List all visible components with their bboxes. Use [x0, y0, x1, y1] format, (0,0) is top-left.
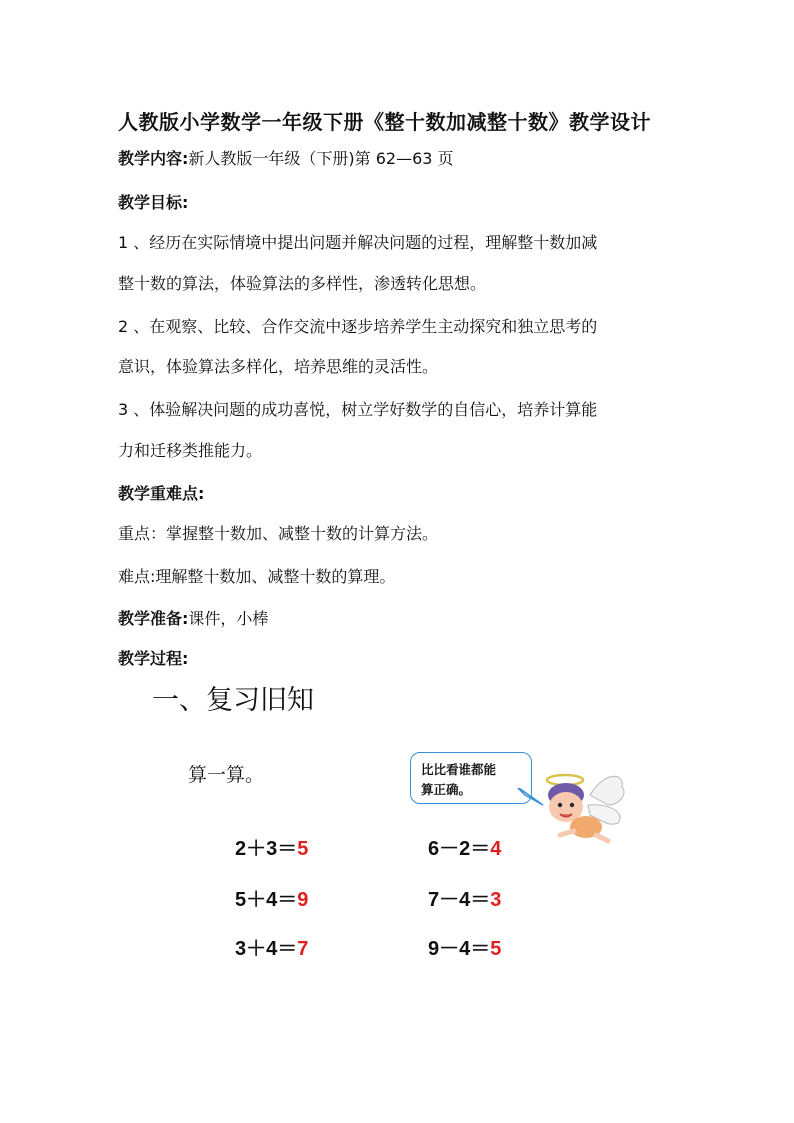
equation-right-2 — [428, 883, 501, 912]
equation-right-3 — [428, 932, 501, 961]
equation-expression: 7－4＝ — [428, 889, 491, 911]
equation-left-2 — [235, 883, 308, 912]
equation-answer: 7 — [297, 938, 309, 960]
teaching-content-label: 教学内容: — [118, 149, 189, 168]
teaching-prep-label: 教学准备: — [118, 609, 189, 628]
equation-answer: 5 — [490, 938, 502, 960]
speech-bubble — [410, 752, 532, 804]
document-title: 人教版小学数学一年级下册《整十数加减整十数》教学设计 — [118, 110, 651, 134]
equation-expression: 3＋4＝ — [235, 938, 298, 960]
equation-left-1 — [235, 832, 308, 861]
equation-expression: 9－4＝ — [428, 938, 491, 960]
teaching-prep-value: 课件，小棒 — [188, 609, 269, 628]
goal-2-line-1: 2 、在观察、比较、合作交流中逐步培养学生主动探究和独立思考的 — [118, 317, 598, 336]
equation-left-3 — [235, 932, 308, 961]
equation-right-1 — [428, 832, 501, 861]
keypoint-text: 重点：掌握整十数加、减整十数的计算方法。 — [118, 524, 439, 543]
goal-1-line-1: 1 、经历在实际情境中提出问题并解决问题的过程，理解整十数加减 — [118, 233, 598, 252]
goal-2-line-2: 意识，体验算法多样化，培养思维的灵活性。 — [118, 357, 439, 376]
keypoints-heading: 教学重难点: — [118, 484, 205, 503]
process-heading: 教学过程: — [118, 649, 189, 668]
section-review-title: 一、复习旧知 — [152, 685, 314, 716]
cartoon-angel-icon — [530, 765, 630, 845]
teaching-content — [118, 148, 454, 170]
equation-answer: 5 — [297, 838, 309, 860]
equation-answer: 9 — [297, 889, 309, 911]
equation-answer: 4 — [490, 838, 502, 860]
teaching-prep — [118, 608, 268, 630]
equation-expression: 2＋3＝ — [235, 838, 298, 860]
goals-heading: 教学目标: — [118, 193, 189, 212]
goal-3-line-1: 3 、体验解决问题的成功喜悦，树立学好数学的自信心，培养计算能 — [118, 400, 598, 419]
calc-instruction: 算一算。 — [188, 764, 265, 786]
speech-bubble-line-1: 比比看谁都能 — [421, 762, 497, 777]
equation-expression: 6－2＝ — [428, 838, 491, 860]
goal-3-line-2: 力和迁移类推能力。 — [118, 441, 263, 460]
teaching-content-value: 新人教版一年级（下册)第 62—63 页 — [188, 149, 454, 168]
goal-1-line-2: 整十数的算法，体验算法的多样性，渗透转化思想。 — [118, 274, 487, 293]
speech-bubble-line-2: 算正确。 — [421, 782, 472, 797]
equation-expression: 5＋4＝ — [235, 889, 298, 911]
difficulty-text: 难点:理解整十数加、减整十数的算理。 — [118, 567, 396, 586]
equation-answer: 3 — [490, 889, 502, 911]
